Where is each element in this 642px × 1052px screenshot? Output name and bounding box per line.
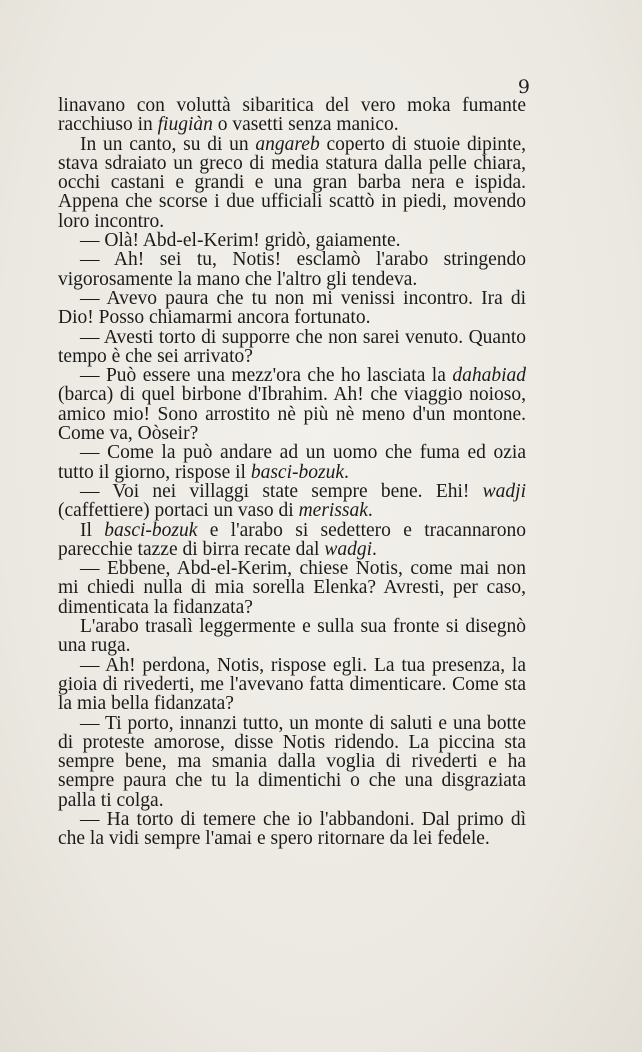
italic-term: merissak bbox=[298, 500, 368, 522]
paragraph bbox=[58, 328, 526, 367]
paragraph bbox=[58, 231, 526, 250]
text-run: — Ebbene, Abd-el-Kerim, chiese Notis, come mai non mi chiedi nulla di mia sorella Elenka? Avresti, per caso, dimenticata la fidanzata? bbox=[58, 558, 526, 618]
italic-term: fiugiàn bbox=[157, 114, 213, 136]
italic-term: angareb bbox=[255, 133, 320, 155]
paragraph bbox=[58, 656, 526, 714]
paragraph bbox=[58, 135, 526, 231]
body-text bbox=[58, 96, 526, 849]
text-run: Il bbox=[80, 519, 105, 541]
paragraph bbox=[58, 250, 526, 289]
paragraph bbox=[58, 714, 526, 810]
paragraph bbox=[58, 810, 526, 849]
paragraph bbox=[58, 559, 526, 617]
paragraph bbox=[58, 366, 526, 443]
page-number: 9 bbox=[517, 76, 530, 98]
text-run: (caffettiere) portaci un vaso di bbox=[58, 500, 299, 522]
text-run: — Ti porto, innanzi tutto, un monte di saluti e una botte di proteste amorose, disse Notis ridendo. La piccina sta sempre bene, ma smania dalla voglia di rivederti e ha sempre paura che tu la dimentichi o che una disgraziata palla ti colga. bbox=[58, 712, 526, 811]
paragraph bbox=[58, 289, 526, 328]
paragraph bbox=[58, 96, 526, 135]
paragraph bbox=[58, 617, 526, 656]
text-run: — Olà! Abd-el-Kerim! gridò, gaiamente. bbox=[80, 230, 401, 252]
italic-term: wadji bbox=[482, 480, 526, 502]
italic-term: dahabiad bbox=[452, 365, 526, 387]
text-run: In un canto, su di un bbox=[80, 133, 256, 155]
text-run: linavano con voluttà sibaritica del vero moka fumante racchiuso in bbox=[58, 95, 526, 136]
text-run: . bbox=[372, 538, 377, 560]
italic-term: basci-bozuk bbox=[250, 461, 344, 483]
paragraph bbox=[58, 443, 526, 482]
text-run: o vasetti senza manico. bbox=[212, 114, 399, 136]
text-run: — Come la può andare ad un uomo che fuma ed ozia tutto il giorno, rispose il bbox=[58, 442, 526, 483]
text-run: . bbox=[344, 461, 349, 483]
text-run: — Avesti torto di supporre che non sarei venuto. Quanto tempo è che sei arrivato? bbox=[58, 326, 526, 367]
paragraph bbox=[58, 521, 526, 560]
text-run: L'arabo trasalì leggermente e sulla sua fronte si disegnò una ruga. bbox=[58, 616, 526, 657]
italic-term: wadgi bbox=[324, 538, 372, 560]
italic-term: basci-bozuk bbox=[104, 519, 198, 541]
text-run: — Può essere una mezz'ora che ho lasciata la bbox=[80, 365, 453, 387]
text-run: (barca) di quel birbone d'Ibrahim. Ah! che viaggio noioso, amico mio! Sono arrostito nè più nè meno d'un montone. Come va, Oòseir? bbox=[58, 384, 526, 445]
text-run: coperto di stuoie dipinte, stava sdraiato un greco di media statura dalla pelle chiara, occhi castani e grandi e una gran barba nera e ispida. Appena che scorse i due ufficiali scattò in piedi, movendo loro incontro. bbox=[58, 133, 526, 232]
text-run: — Avevo paura che tu non mi venissi incontro. Ira di Dio! Posso chiamarmi ancora fortunato. bbox=[58, 287, 526, 329]
text-run: — Voi nei villaggi state sempre bene. Ehi! bbox=[80, 480, 483, 502]
paragraph bbox=[58, 482, 526, 521]
text-run: — Ah! sei tu, Notis! esclamò l'arabo stringendo vigorosamente la mano che l'altro gli tendeva. bbox=[58, 249, 526, 290]
text-run: — Ha torto di temere che io l'abbandoni. Dal primo dì che la vidi sempre l'amai e spero ritornare da lei fedele. bbox=[58, 808, 526, 850]
text-run: . bbox=[367, 500, 373, 522]
text-run: e l'arabo si sedettero e tracannarono parecchie tazze di birra recate dal bbox=[58, 519, 526, 560]
text-run: — Ah! perdona, Notis, rispose egli. La tua presenza, la gioia di rivederti, me l'avevano fatta dimenticare. Come sta la mia bella fidanzata? bbox=[58, 654, 526, 715]
